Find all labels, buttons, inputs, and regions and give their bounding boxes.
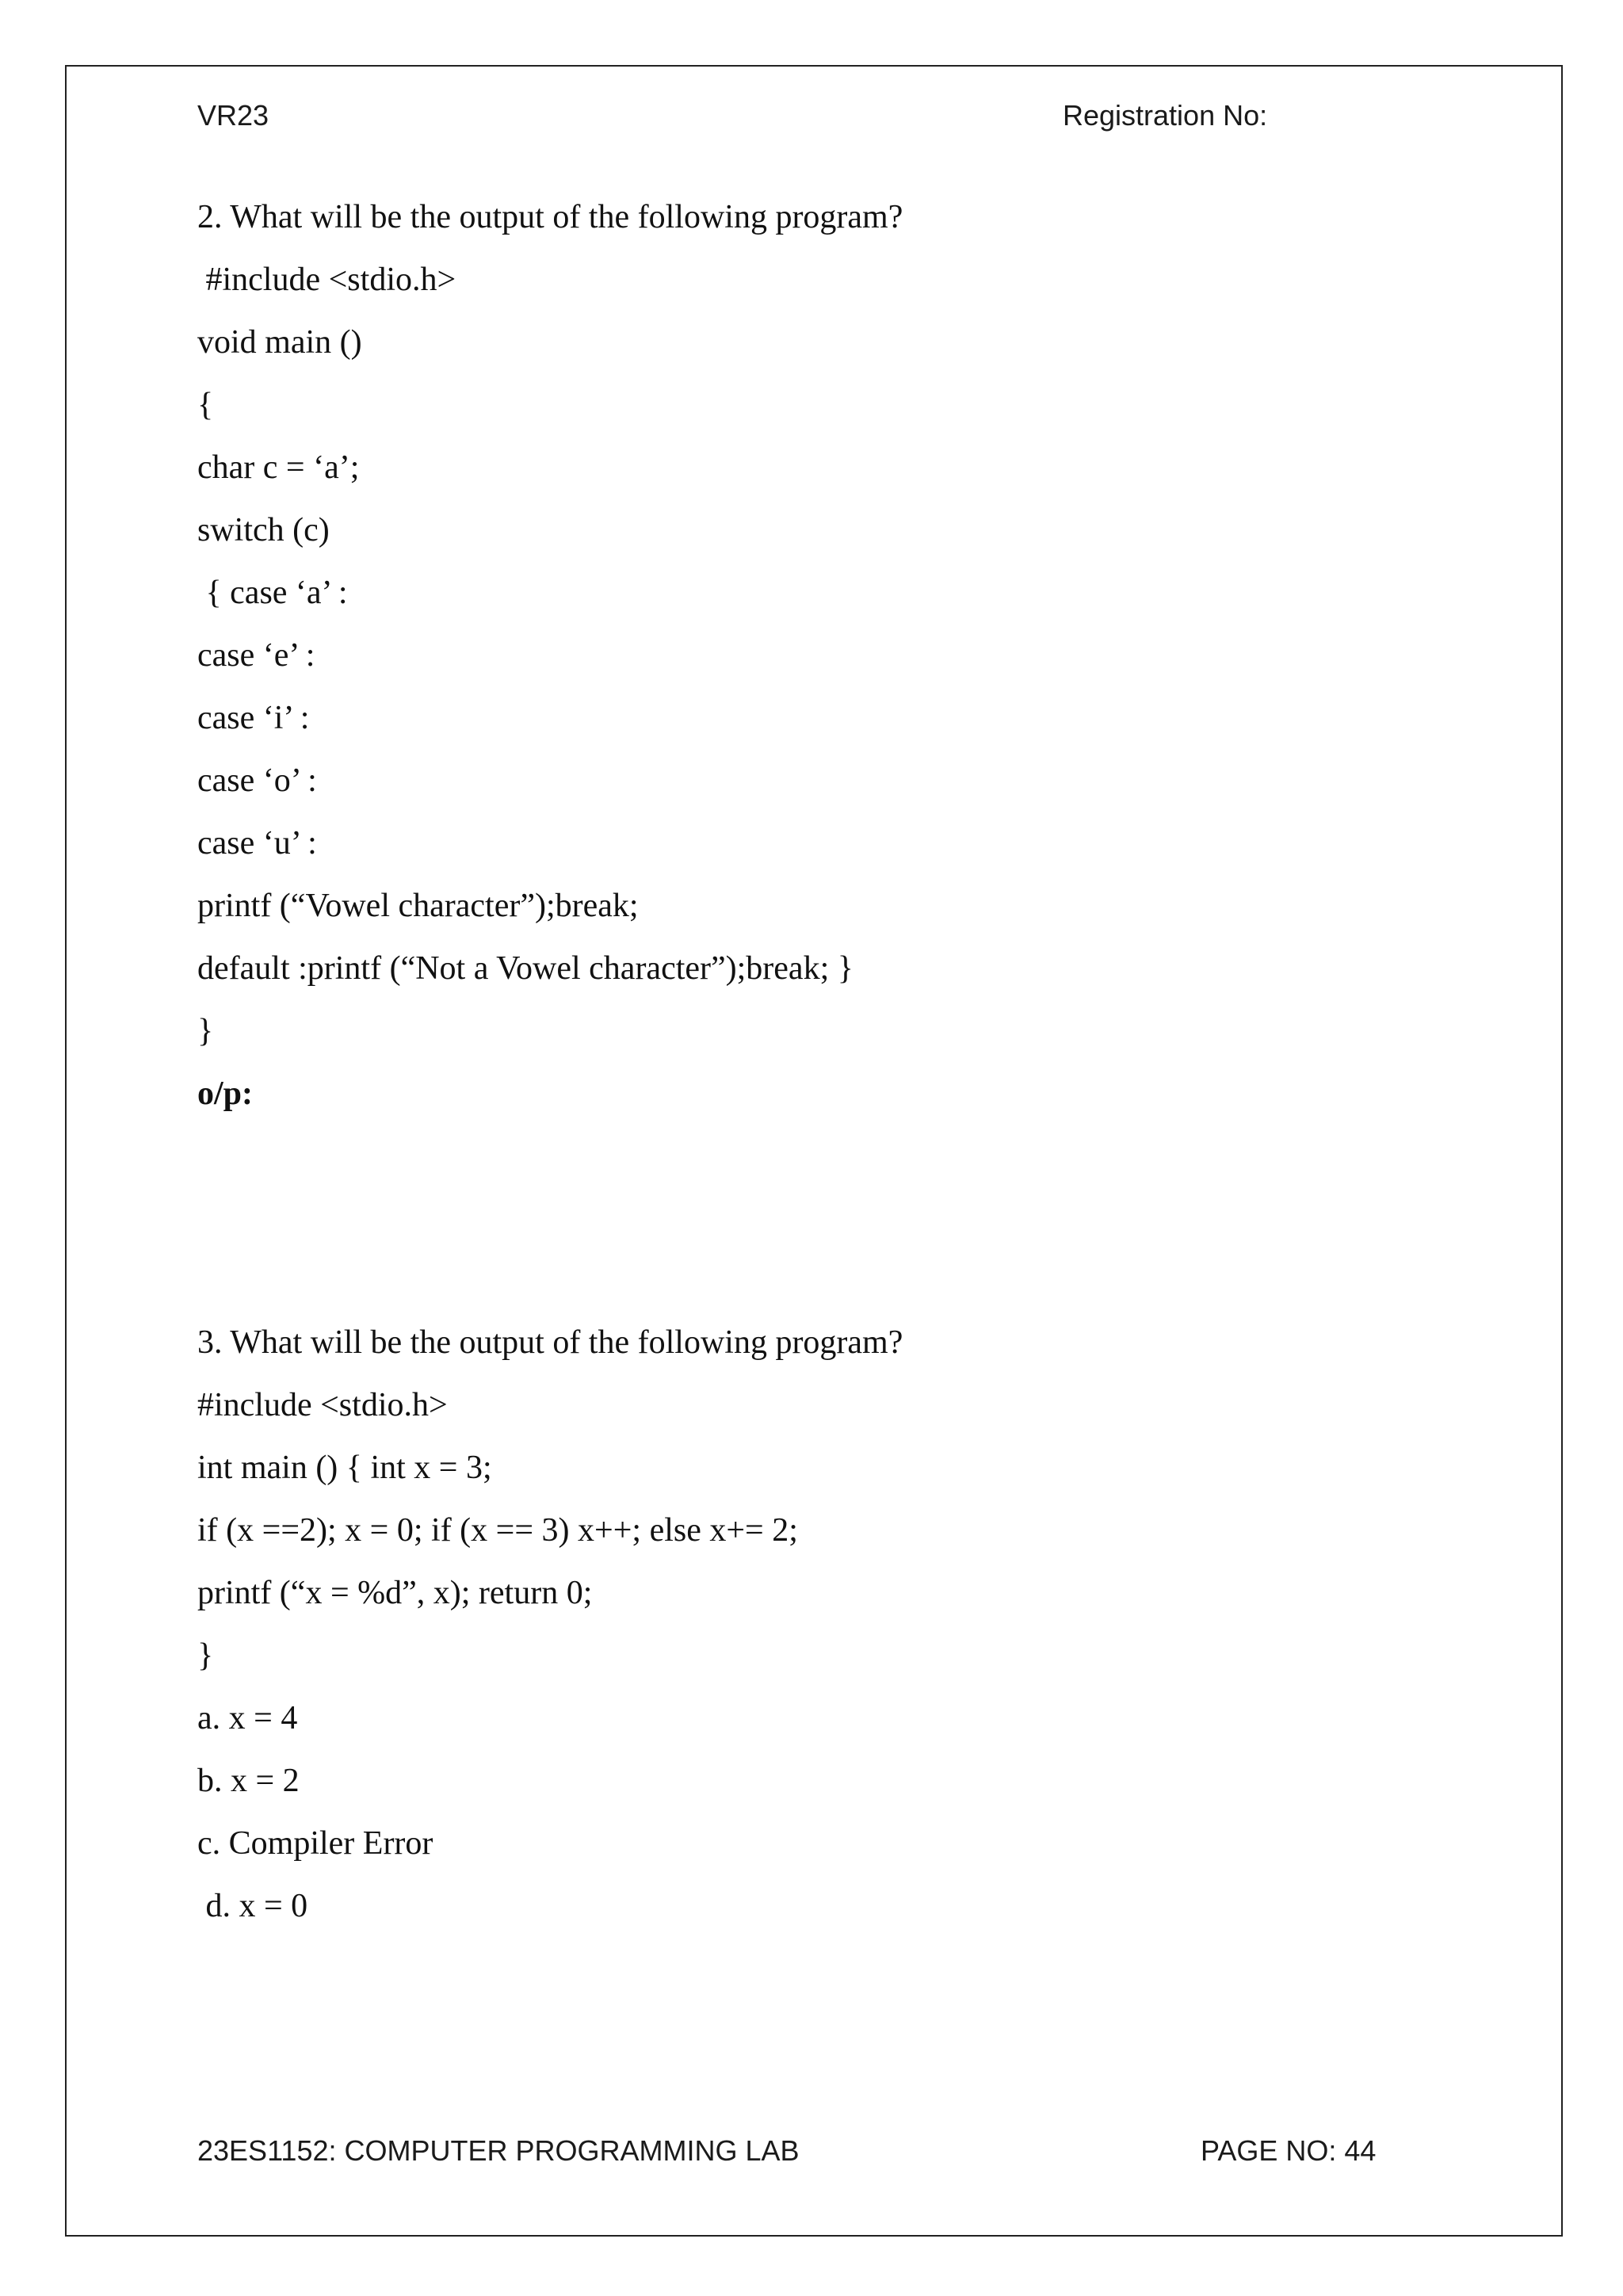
q3-code-line: printf (“x = %d”, x); return 0; [197,1575,593,1611]
q2-code-line: } [197,1013,214,1049]
q3-question: 3. What will be the output of the following program? [197,1324,903,1361]
header-left: VR23 [197,99,269,132]
q2-code-line: char c = ‘a’; [197,449,360,486]
q2-question: 2. What will be the output of the following program? [197,199,903,235]
q2-code-line: { [197,387,214,423]
q3-option: c. Compiler Error [197,1825,433,1862]
q2-code-line: { case ‘a’ : [197,575,348,611]
q2-code-line: void main () [197,324,362,361]
q3-option: a. x = 4 [197,1700,298,1736]
footer-left: 23ES1152: COMPUTER PROGRAMMING LAB [197,2134,800,2167]
q3-code-line: #include <stdio.h> [197,1387,448,1423]
q2-code-line: case ‘e’ : [197,637,315,674]
q3-option: d. x = 0 [197,1888,308,1924]
q2-code-line: case ‘u’ : [197,825,317,861]
q2-code-line: switch (c) [197,512,330,548]
q2-code-line: default :printf (“Not a Vowel character”);break; } [197,950,854,987]
q2-code-line: #include <stdio.h> [197,262,456,298]
q3-option: b. x = 2 [197,1763,300,1799]
q2-code-line: printf (“Vowel character”);break; [197,888,639,924]
footer-right: PAGE NO: 44 [1201,2134,1377,2167]
q2-code-line: case ‘o’ : [197,762,317,799]
q3-code-line: } [197,1637,214,1674]
q3-code-line: if (x ==2); x = 0; if (x == 3) x++; else x+= 2; [197,1512,798,1549]
q2-output-label: o/p: [197,1075,254,1112]
header-right: Registration No: [1063,99,1268,132]
q3-code-line: int main () { int x = 3; [197,1450,492,1486]
q2-code-line: case ‘i’ : [197,700,310,736]
